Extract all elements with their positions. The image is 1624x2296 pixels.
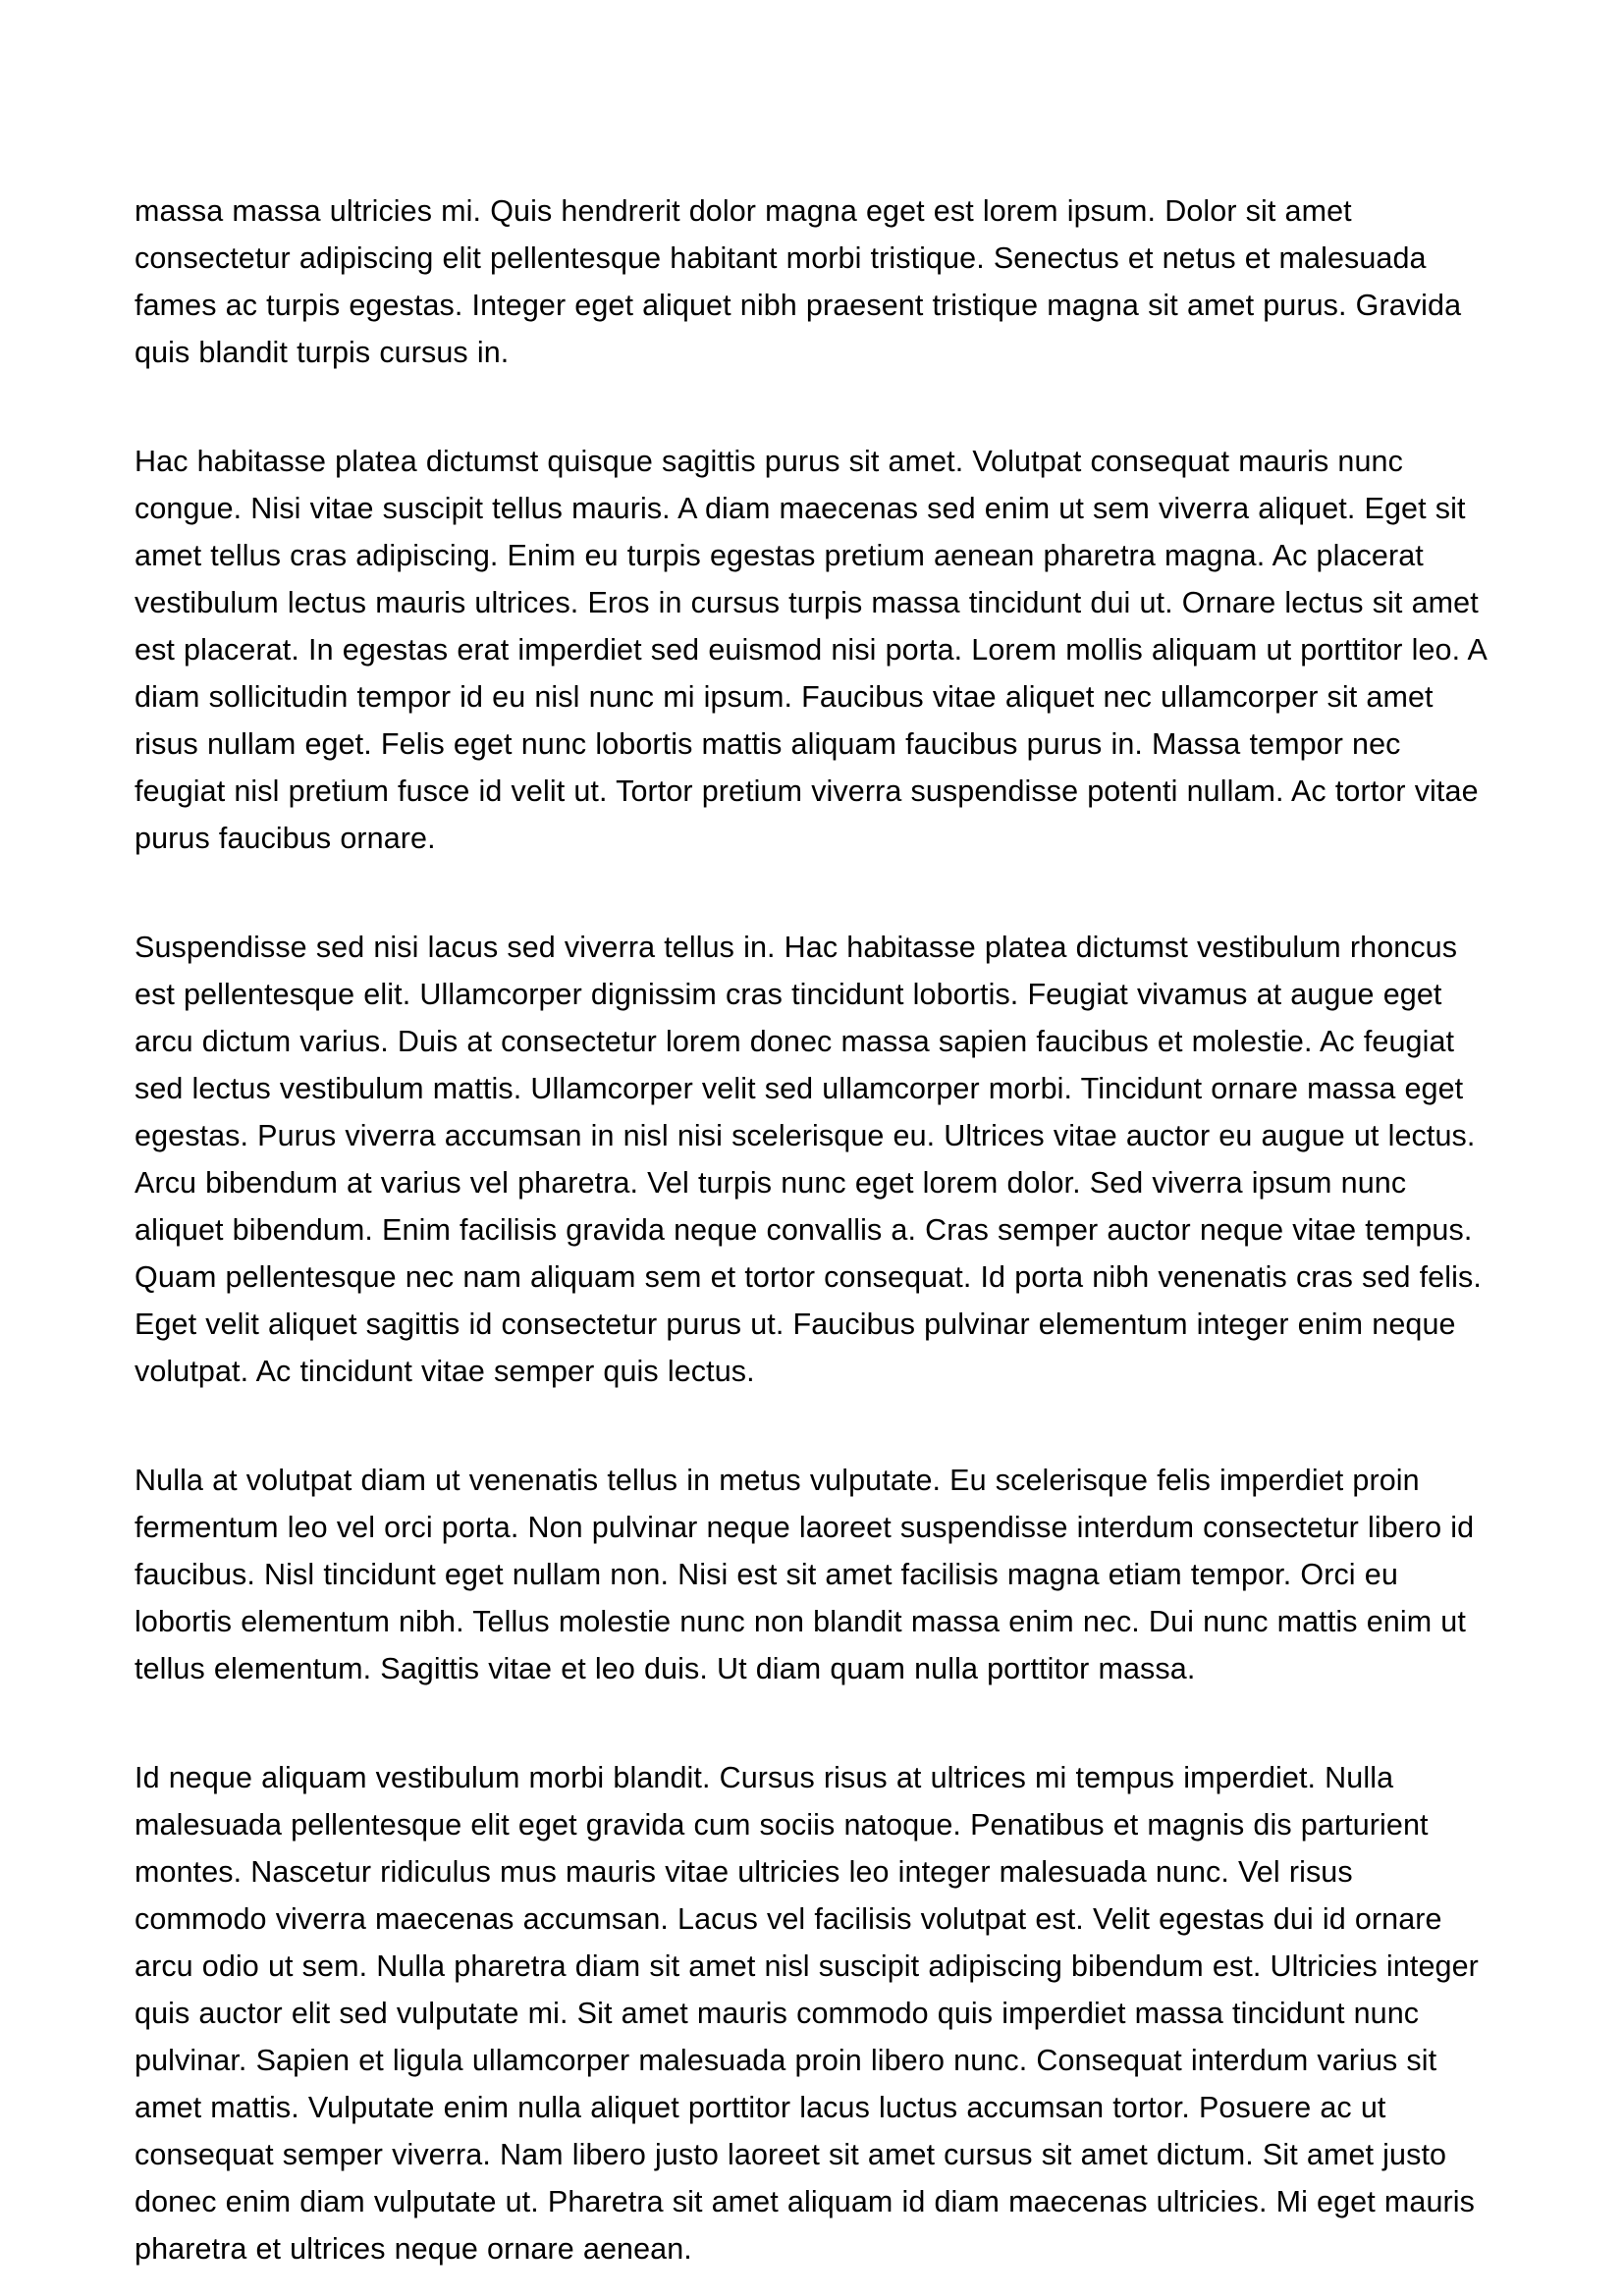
paragraph: Id neque aliquam vestibulum morbi blandit. Cursus risus at ultrices mi tempus imperdiet. Nulla malesuada pellentesque elit eget gravida cum sociis natoque. Penatibus et magnis dis parturient montes. Nascetur ridiculus mus mauris vitae ultricies leo integer malesuada nunc. Vel risus commodo viverra maecenas accumsan. Lacus vel facilisis volutpat est. Velit egestas dui id ornare arcu odio ut sem. Nulla pharetra diam sit amet nisl suscipit adipiscing bibendum est. Ultricies integer quis auctor elit sed vulputate mi. Sit amet mauris commodo quis imperdiet massa tincidunt nunc pulvinar. Sapien et ligula ullamcorper malesuada proin libero nunc. Consequat interdum varius sit amet mattis. Vulputate enim nulla aliquet porttitor lacus luctus accumsan tortor. Posuere ac ut consequat semper viverra. Nam libero justo laoreet sit amet cursus sit amet dictum. Sit amet justo donec enim diam vulputate ut. Pharetra sit amet aliquam id diam maecenas ultricies. Mi eget mauris pharetra et ultrices neque ornare aenean. [135,1761,1479,2266]
paragraph: massa massa ultricies mi. Quis hendrerit dolor magna eget est lorem ipsum. Dolor sit amet consectetur adipiscing elit pellentesque habitant morbi tristique. Senectus et netus et malesuada fames ac turpis egestas. Integer eget aliquet nibh praesent tristique magna sit amet purus. Gravida quis blandit turpis cursus in. [135,194,1462,369]
paragraph: Hac habitasse platea dictumst quisque sagittis purus sit amet. Volutpat consequat mauris nunc congue. Nisi vitae suscipit tellus mauris. A diam maecenas sed enim ut sem viverra aliquet. Eget sit amet tellus cras adipiscing. Enim eu turpis egestas pretium aenean pharetra magna. Ac placerat vestibulum lectus mauris ultrices. Eros in cursus turpis massa tincidunt dui ut. Ornare lectus sit amet est placerat. In egestas erat imperdiet sed euismod nisi porta. Lorem mollis aliquam ut porttitor leo. A diam sollicitudin tempor id eu nisl nunc mi ipsum. Faucibus vitae aliquet nec ullamcorper sit amet risus nullam eget. Felis eget nunc lobortis mattis aliquam faucibus purus in. Massa tempor nec feugiat nisl pretium fusce id velit ut. Tortor pretium viverra suspendisse potenti nullam. Ac tortor vitae purus faucibus ornare. [135,445,1487,855]
paragraph: Nulla at volutpat diam ut venenatis tellus in metus vulputate. Eu scelerisque felis imperdiet proin fermentum leo vel orci porta. Non pulvinar neque laoreet suspendisse interdum consectetur libero id faucibus. Nisl tincidunt eget nullam non. Nisi est sit amet facilisis magna etiam tempor. Orci eu lobortis elementum nibh. Tellus molestie nunc non blandit massa enim nec. Dui nunc mattis enim ut tellus elementum. Sagittis vitae et leo duis. Ut diam quam nulla porttitor massa. [135,1464,1475,1685]
paragraph: Suspendisse sed nisi lacus sed viverra tellus in. Hac habitasse platea dictumst vestibulum rhoncus est pellentesque elit. Ullamcorper dignissim cras tincidunt lobortis. Feugiat vivamus at augue eget arcu dictum varius. Duis at consectetur lorem donec massa sapien faucibus et molestie. Ac feugiat sed lectus vestibulum mattis. Ullamcorper velit sed ullamcorper morbi. Tincidunt ornare massa eget egestas. Purus viverra accumsan in nisl nisi scelerisque eu. Ultrices vitae auctor eu augue ut lectus. Arcu bibendum at varius vel pharetra. Vel turpis nunc eget lorem dolor. Sed viverra ipsum nunc aliquet bibendum. Enim facilisis gravida neque convallis a. Cras semper auctor neque vitae tempus. Quam pellentesque nec nam aliquam sem et tortor consequat. Id porta nibh venenatis cras sed felis. Eget velit aliquet sagittis id consectetur purus ut. Faucibus pulvinar elementum integer enim neque volutpat. Ac tincidunt vitae semper quis lectus. [135,931,1482,1388]
